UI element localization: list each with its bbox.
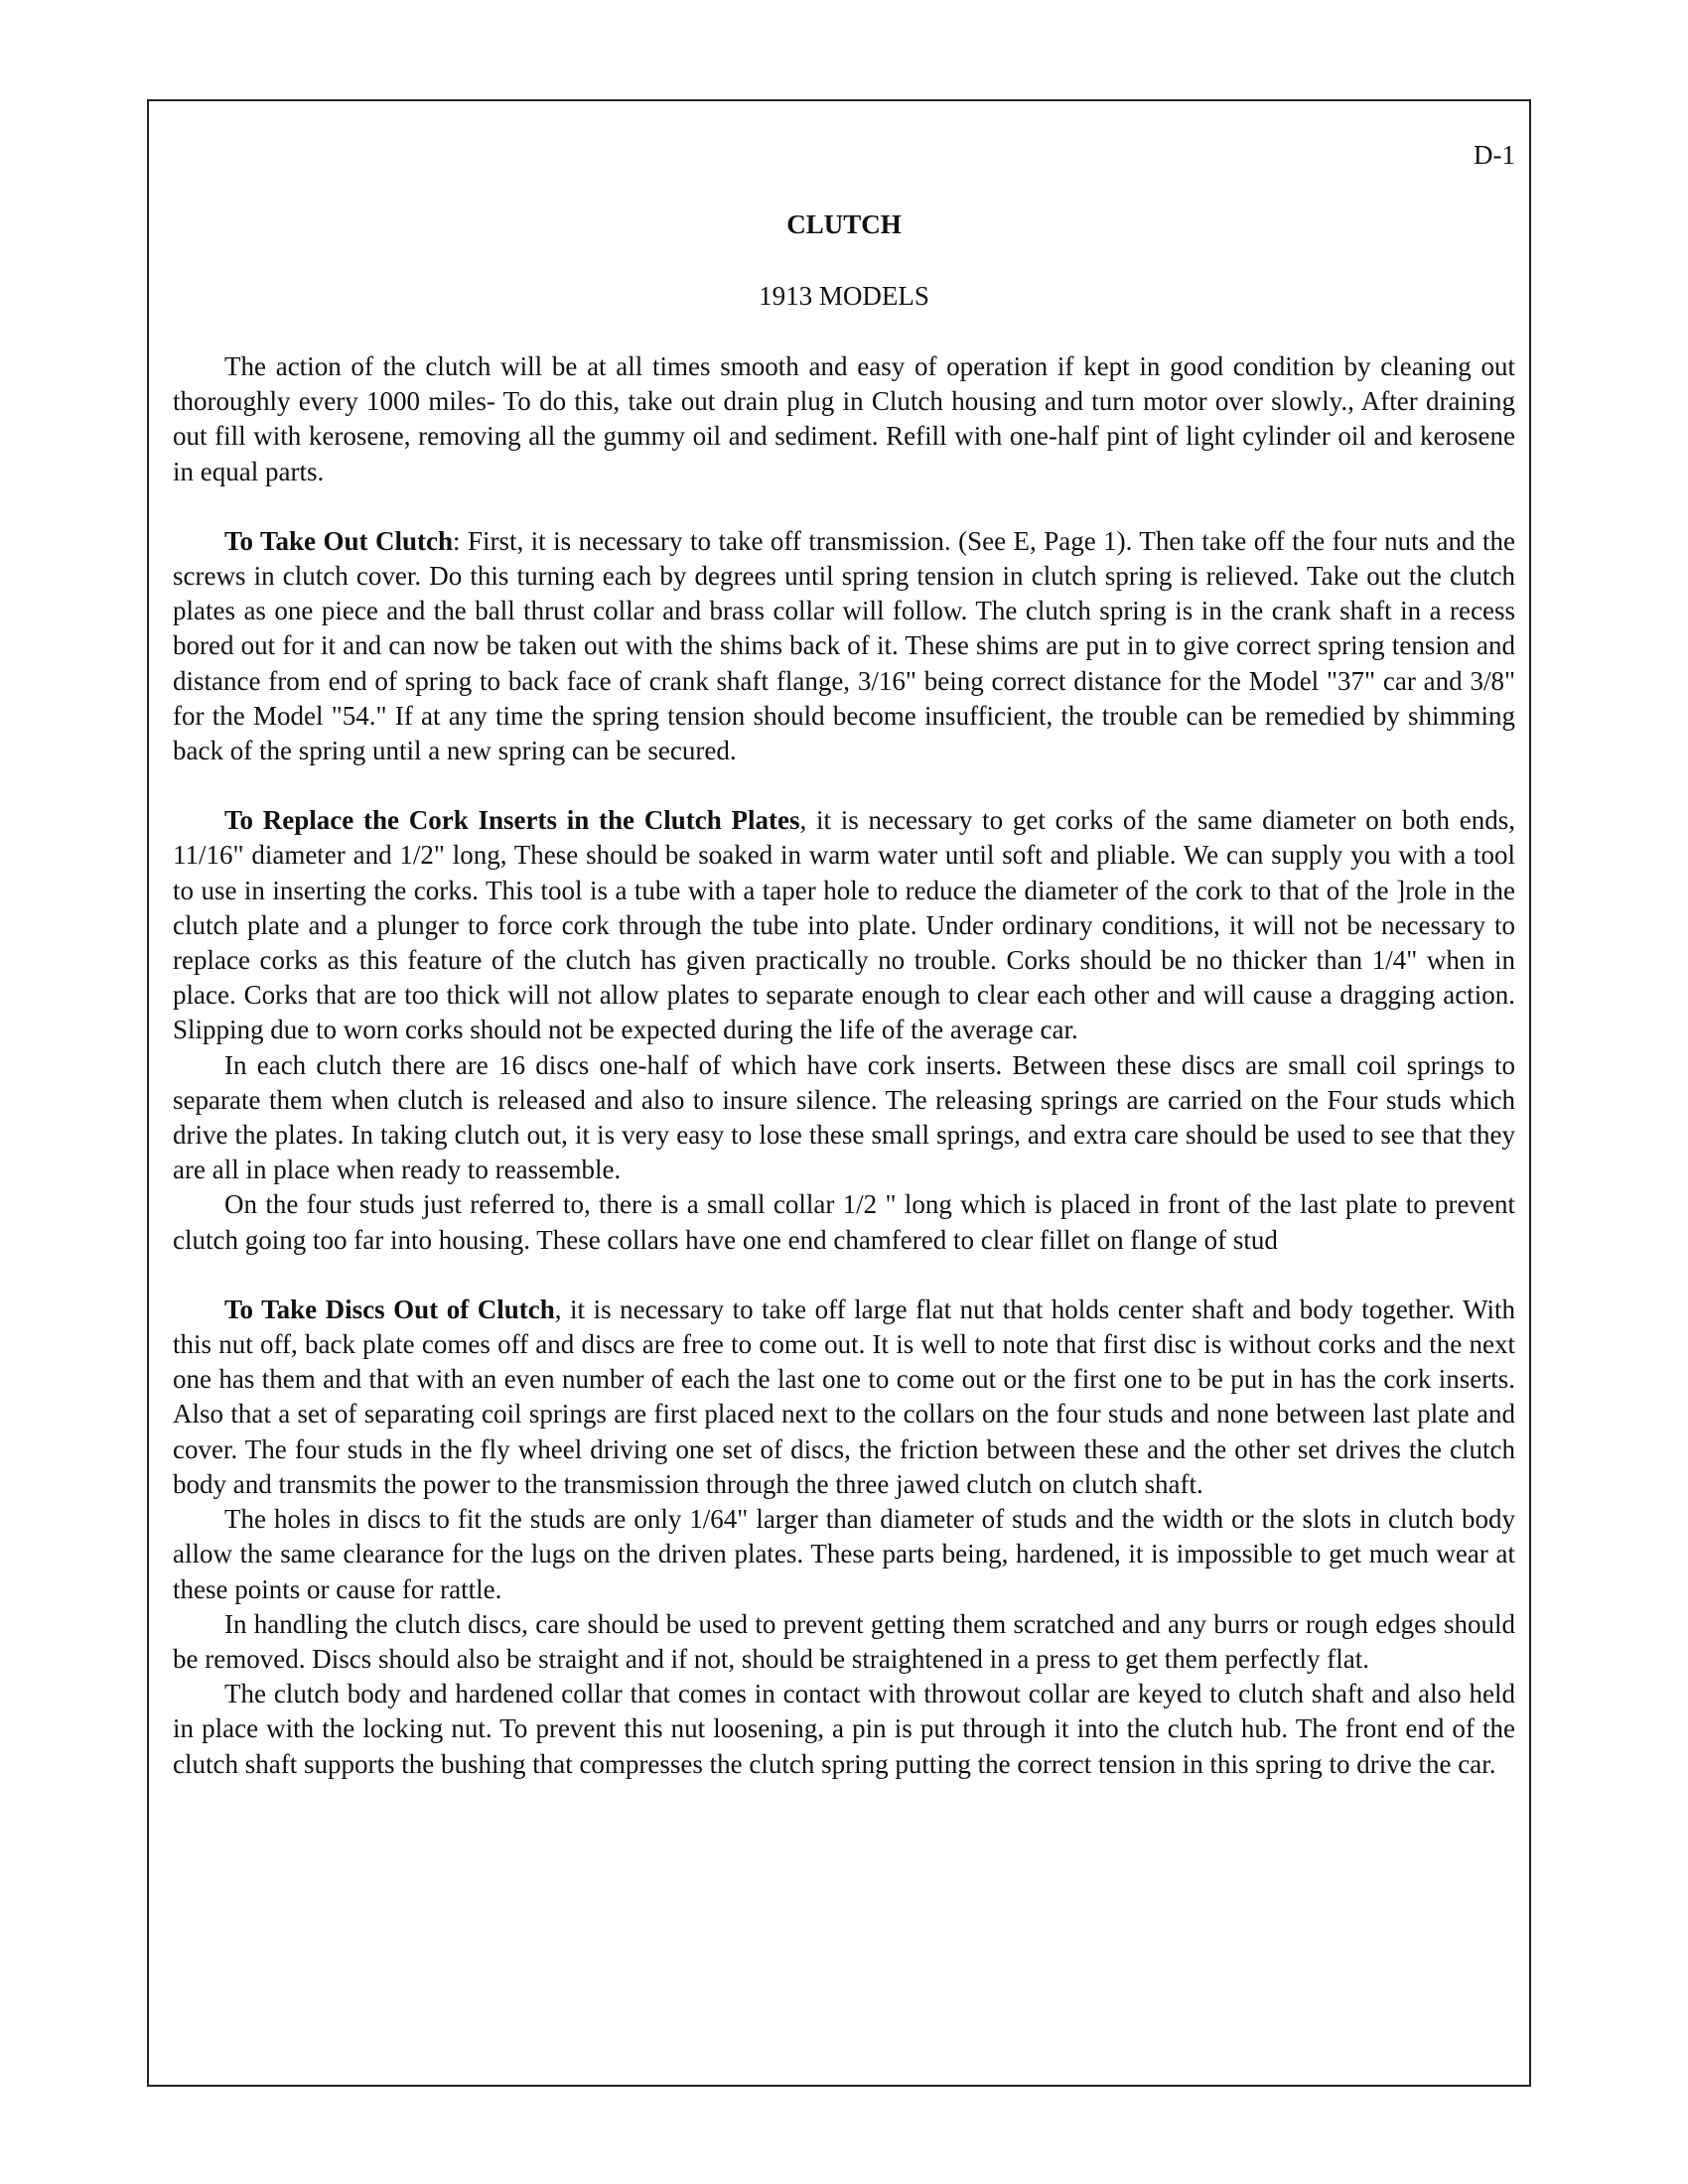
section-heading: To Replace the Cork Inserts in the Clutch Plates (224, 805, 800, 836)
paragraph-intro (173, 349, 1515, 489)
document-body (173, 137, 1515, 1782)
paragraph-text: On the four studs just referred to, there is a small collar 1/2 " long which is placed in front of the last plate to prevent clutch going too far into housing. These collars have one end chamfered to clear fillet on flange of stud (173, 1189, 1515, 1255)
paragraph-text: : First, it is necessary to take off transmission. (See E, Page 1). Then take off the four nuts and the screws in clutch cover. Do this turning each by degrees until spring tension in clutch spring is relieved. Take out the clutch plates as one piece and the ball thrust collar and brass collar will follow. The clutch spring is in the crank shaft in a recess bored out for it and can now be taken out with the shims back of it. These shims are put in to give correct spring tension and distance from end of spring to back face of crank shaft flange, 3/16" being correct distance for the Model "37" car and 3/8" for the Model "54." If at any time the spring tension should become insufficient, the trouble can be remedied by shimming back of the spring until a new spring can be secured. (173, 525, 1515, 766)
paragraph-take-out-clutch (173, 524, 1515, 768)
paragraph-holes-in-discs (173, 1502, 1515, 1607)
paragraph-handling-discs (173, 1607, 1515, 1677)
section-heading: To Take Out Clutch (224, 525, 453, 556)
section-heading: To Take Discs Out of Clutch (224, 1294, 555, 1324)
paragraph-studs-collar (173, 1187, 1515, 1257)
page-number: D-1 (1474, 140, 1515, 170)
paragraph-text: In handling the clutch discs, care should be used to prevent getting them scratched and any burrs or rough edges should be removed. Discs should also be straight and if not, should be straightened in a press to get them perfectly flat. (173, 1608, 1515, 1674)
paragraph-replace-cork-inserts (173, 803, 1515, 1047)
page-title: CLUTCH (786, 209, 902, 239)
paragraph-clutch-body (173, 1677, 1515, 1782)
paragraph-text: , it is necessary to take off large flat nut that holds center shaft and body together. With this nut off, back plate comes off and discs are free to come out. It is well to note that first disc is without corks and the next one has them and that with an even number of each the last one to come out or the first one to be put in has the cork inserts. Also that a set of separating coil springs are first placed next to the collars on the four studs and none between last plate and cover. The four studs in the fly wheel driving one set of discs, the friction between these and the other set drives the clutch body and transmits the power to the transmission through the three jawed clutch on clutch shaft. (173, 1294, 1515, 1499)
paragraph-take-discs-out (173, 1293, 1515, 1502)
paragraph-text: In each clutch there are 16 discs one-half of which have cork inserts. Between these discs are small coil springs to separate them when clutch is released and also to insure silence. The releasing springs are carried on the Four studs which drive the plates. In taking clutch out, it is very easy to lose these small springs, and extra care should be used to see that they are all in place when ready to reassemble. (173, 1049, 1515, 1185)
paragraph-text: The clutch body and hardened collar that comes in contact with throwout collar are keyed to clutch shaft and also held in place with the locking nut. To prevent this nut loosening, a pin is put through it into the clutch hub. The front end of the clutch shaft supports the bushing that compresses the clutch spring putting the correct tension in this spring to drive the car. (173, 1679, 1515, 1779)
paragraph-text: The holes in discs to fit the studs are only 1/64" larger than diameter of studs and the width or the slots in clutch body allow the same clearance for the lugs on the driven plates. These parts being, hardened, it is impossible to get much wear at these points or cause for rattle. (173, 1504, 1515, 1604)
page-subtitle: 1913 MODELS (759, 281, 929, 311)
paragraph-discs-count (173, 1048, 1515, 1188)
paragraph-text: , it is necessary to get corks of the same diameter on both ends, 11/16" diameter and 1/2" long, These should be soaked in warm water until soft and pliable. We can supply you with a tool to use in inserting the corks. This tool is a tube with a taper hole to reduce the diameter of the cork to that of the ]role in the clutch plate and a plunger to force cork through the tube into plate. Under ordinary conditions, it will not be necessary to replace corks as this feature of the clutch has given practically no trouble. Corks should be no thicker than 1/4" when in place. Corks that are too thick will not allow plates to separate enough to clear each other and will cause a dragging action. Slipping due to worn corks should not be expected during the life of the average car. (173, 805, 1515, 1045)
paragraph-text: The action of the clutch will be at all times smooth and easy of operation if kept in good condition by cleaning out thoroughly every 1000 miles- To do this, take out drain plug in Clutch housing and turn motor over slowly., After draining out fill with kerosene, removing all the gummy oil and sediment. Refill with one-half pint of light cylinder oil and kerosene in equal parts. (173, 351, 1515, 486)
